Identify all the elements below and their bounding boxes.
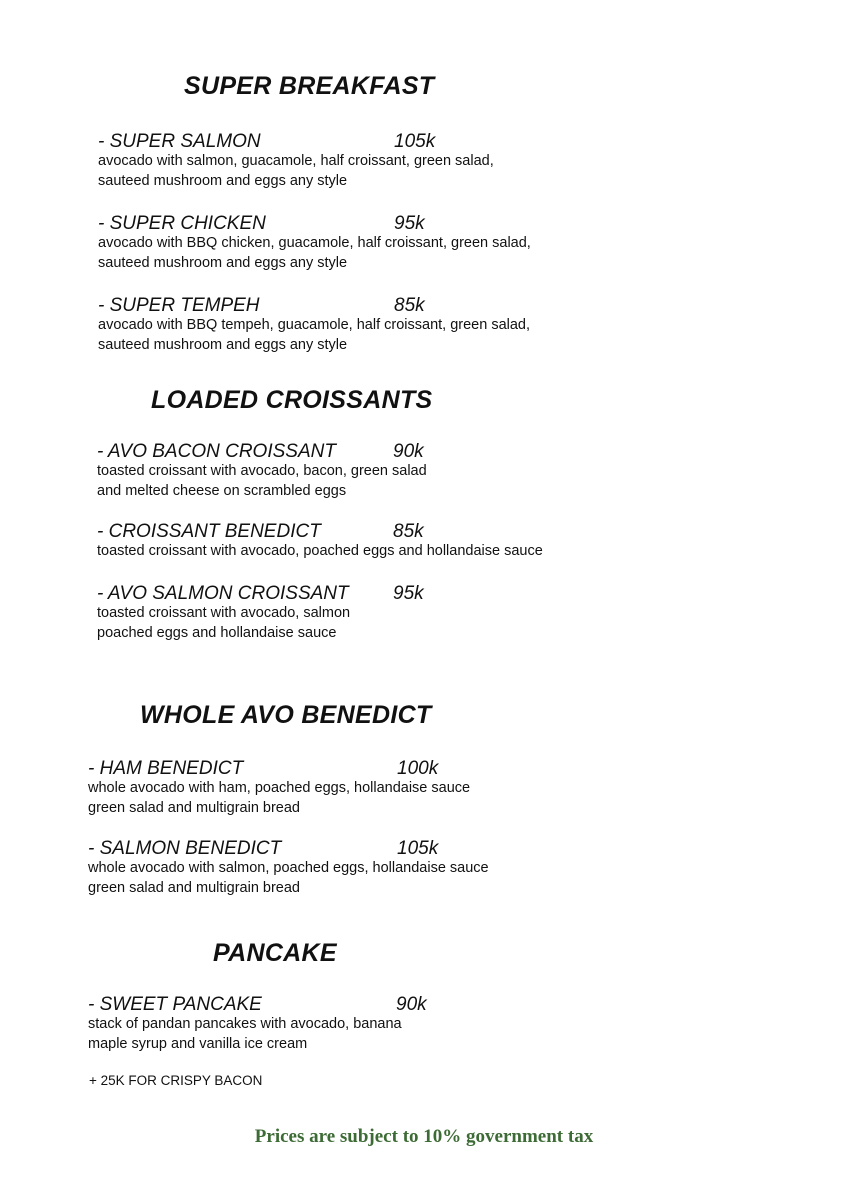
item-description	[98, 152, 494, 191]
item-description-line: green salad and multigrain bread	[88, 799, 300, 816]
item-description-line: green salad and multigrain bread	[88, 879, 300, 896]
item-description-line: sauteed mushroom and eggs any style	[98, 172, 348, 189]
item-price: 105k	[394, 131, 436, 152]
item-description-line: maple syrup and vanilla ice cream	[88, 1035, 308, 1052]
item-name: - SUPER CHICKEN	[98, 213, 266, 234]
item-price: 85k	[393, 521, 424, 542]
item-name: - SWEET PANCAKE	[88, 994, 262, 1015]
item-description-line: toasted croissant with avocado, salmon	[97, 605, 351, 621]
item-description-line: avocado with BBQ tempeh, guacamole, half croissant, green salad,	[98, 317, 531, 333]
item-description	[98, 234, 531, 273]
item-description	[97, 462, 427, 501]
item-description-line: sauteed mushroom and eggs any style	[98, 254, 348, 271]
item-description-line: toasted croissant with avocado, bacon, green salad	[97, 463, 427, 479]
item-price: 105k	[397, 838, 439, 859]
item-price: 100k	[397, 758, 439, 779]
item-name: - SUPER TEMPEH	[98, 295, 260, 316]
item-price: 95k	[393, 583, 424, 604]
item-description-line: and melted cheese on scrambled eggs	[97, 482, 347, 499]
item-name: - AVO SALMON CROISSANT	[97, 583, 349, 604]
item-price: 90k	[396, 994, 427, 1015]
item-description	[88, 779, 470, 818]
section-title-super-breakfast: SUPER BREAKFAST	[184, 72, 435, 100]
item-description-line: whole avocado with ham, poached eggs, hollandaise sauce	[88, 780, 471, 796]
item-description-line: avocado with BBQ chicken, guacamole, half croissant, green salad,	[98, 235, 531, 251]
item-description-line: avocado with salmon, guacamole, half croissant, green salad,	[98, 153, 494, 169]
item-description-line: stack of pandan pancakes with avocado, banana	[88, 1016, 402, 1032]
item-price: 90k	[393, 441, 424, 462]
item-description	[97, 604, 350, 643]
item-description	[97, 542, 543, 562]
item-description-line: sauteed mushroom and eggs any style	[98, 336, 348, 353]
item-description	[98, 316, 530, 355]
section-title-whole-avo-benedict: WHOLE AVO BENEDICT	[140, 701, 432, 729]
item-name: - SALMON BENEDICT	[88, 838, 282, 859]
item-price: 85k	[394, 295, 425, 316]
item-description-line: whole avocado with salmon, poached eggs, hollandaise sauce	[88, 860, 489, 876]
item-name: - AVO BACON CROISSANT	[97, 441, 336, 462]
item-name: - HAM BENEDICT	[88, 758, 244, 779]
section-title-loaded-croissants: LOADED CROISSANTS	[151, 386, 433, 414]
tax-note: Prices are subject to 10% government tax	[254, 1126, 594, 1147]
item-description-line: toasted croissant with avocado, poached eggs and hollandaise sauce	[97, 543, 543, 559]
item-description	[88, 1015, 402, 1054]
item-name: - CROISSANT BENEDICT	[97, 521, 321, 542]
item-description-line: poached eggs and hollandaise sauce	[97, 624, 337, 641]
section-title-pancake: PANCAKE	[213, 939, 337, 967]
item-name: - SUPER SALMON	[98, 131, 261, 152]
item-price: 95k	[394, 213, 425, 234]
extra-note: + 25K FOR CRISPY BACON	[89, 1073, 263, 1088]
item-description	[88, 859, 489, 898]
